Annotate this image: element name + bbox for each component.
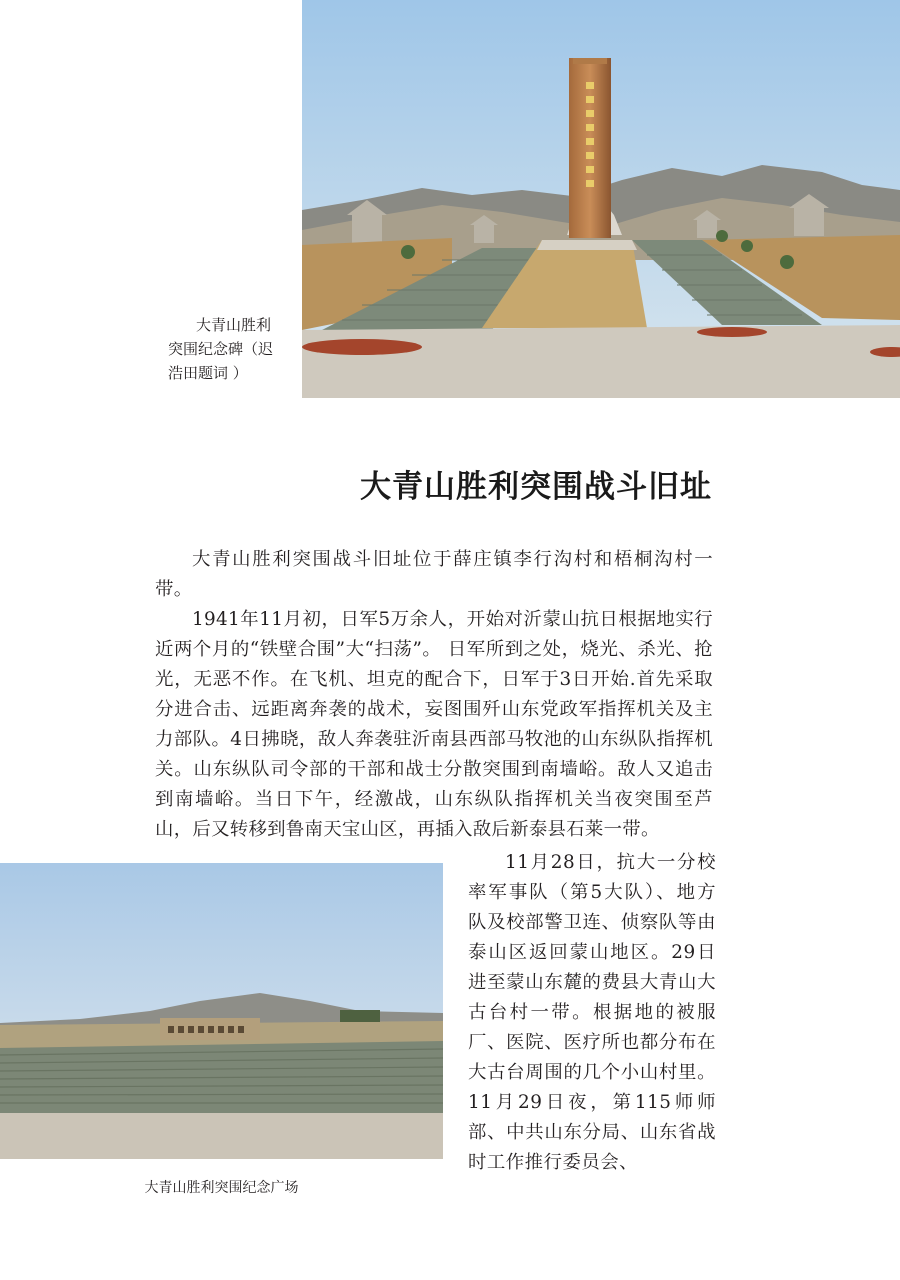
- article-title: 大青山胜利突围战斗旧址: [360, 469, 712, 505]
- article-paragraph: 1941年11月初，日军5万余人，开始对沂蒙山抗日根据地实行近两个月的“铁壁合围”大“扫荡”。 日军所到之处，烧光、杀光、抢光，无恶不作。在飞机、坦克的配合下，日军于3日开始.首先采取分进合击、远距离奔袭的战术，妄图围歼山东党政军指挥机关及主力部队。4日拂晓，敌人奔袭驻沂南县西部马牧池的山东纵队指挥机关。山东纵队司令部的干部和战士分散突围到南墙峪。敌人又追击到南墙峪。当日下午，经激战，山东纵队指挥机关当夜突围至芦山，后又转移到鲁南天宝山区，再插入敌后新泰县石莱一带。: [155, 609, 713, 840]
- caption-line: 大青山胜利: [196, 316, 272, 334]
- article-paragraph: 大青山胜利突围战斗旧址位于薛庄镇李行沟村和梧桐沟村一带。: [155, 549, 713, 600]
- plaza-photo: [0, 863, 443, 1159]
- caption-line: 浩田题词 ）: [168, 364, 248, 382]
- caption-line: 突围纪念碑（迟: [168, 340, 274, 358]
- monument-photo-caption: [168, 313, 290, 385]
- plaza-photo-caption: 大青山胜利突围纪念广场: [144, 1180, 299, 1196]
- article-paragraph: 11月28日，抗大一分校率军事队（第5大队）、地方队及校部警卫连、侦察队等由泰山区返回蒙山地区。29日进至蒙山东麓的费县大青山大古台村一带。根据地的被服厂、医院、医疗所也都分布在大古台周围的几个小山村里。11月29日夜，第115师师部、中共山东分局、山东省战时工作推行委员会、: [468, 852, 716, 1173]
- monument-photo: [302, 0, 900, 398]
